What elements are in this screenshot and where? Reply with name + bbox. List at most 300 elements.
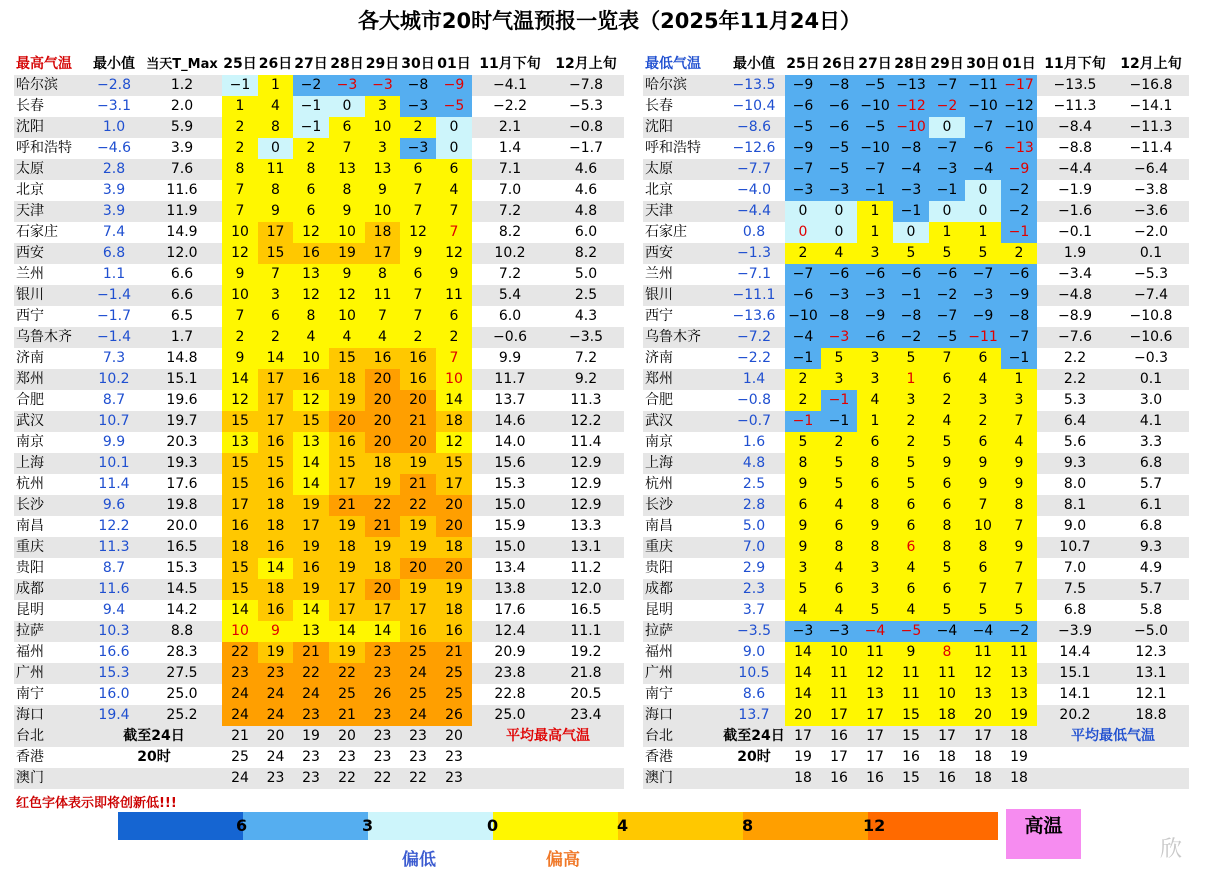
average-value: −1.9 xyxy=(1058,182,1092,198)
forecast-cell: −6 xyxy=(857,264,893,285)
forecast-cell: 6 xyxy=(965,348,1001,369)
table-row xyxy=(14,600,624,621)
city-name: 郑州 xyxy=(645,371,673,387)
forecast-cell: −3 xyxy=(965,285,1001,306)
average-value: 16.5 xyxy=(570,602,602,618)
city-name: 哈尔滨 xyxy=(16,77,58,93)
forecast-cell: 9 xyxy=(222,348,258,369)
average-value: 13.1 xyxy=(570,539,602,555)
forecast-cell: 0 xyxy=(929,117,965,138)
forecast-cell: 15 xyxy=(293,411,329,432)
forecast-cell: 4 xyxy=(365,327,400,348)
forecast-cell: 20 xyxy=(965,705,1001,726)
forecast-cell: −7 xyxy=(929,306,965,327)
forecast-cell: −1 xyxy=(785,348,821,369)
data-time-note xyxy=(723,768,785,789)
city-name: 台北 xyxy=(645,728,673,744)
forecast-cell: 6 xyxy=(436,306,472,327)
today-max: 16.5 xyxy=(166,539,198,555)
forecast-cell: −9 xyxy=(1001,285,1037,306)
table-row xyxy=(643,726,1189,747)
average-value: 15.0 xyxy=(494,539,526,555)
forecast-cell: 23 xyxy=(266,770,285,786)
forecast-cell: −6 xyxy=(821,264,857,285)
forecast-cell: 2 xyxy=(1001,243,1037,264)
forecast-cell: 7 xyxy=(400,180,436,201)
table-row xyxy=(14,285,624,306)
table-row xyxy=(14,390,624,411)
forecast-cell: 15 xyxy=(258,453,293,474)
average-value: 4.6 xyxy=(574,161,598,177)
forecast-cell: 13 xyxy=(293,621,329,642)
legend-tick: 3 xyxy=(362,816,374,835)
forecast-cell: −6 xyxy=(785,285,821,306)
average-value: −0.1 xyxy=(1058,224,1092,240)
forecast-cell: −3 xyxy=(400,138,436,159)
forecast-cell: 21 xyxy=(400,411,436,432)
average-value: −8.4 xyxy=(1058,119,1092,135)
forecast-cell: 19 xyxy=(794,749,812,765)
forecast-cell: 16 xyxy=(938,770,956,786)
forecast-cell: −1 xyxy=(293,117,329,138)
table-row xyxy=(14,474,624,495)
forecast-cell: −2 xyxy=(893,327,929,348)
legend-hot-orange xyxy=(868,812,998,840)
column-header: 27日 xyxy=(294,56,328,72)
column-header: 29日 xyxy=(930,56,964,72)
average-value: −4.1 xyxy=(493,77,527,93)
column-header: 11月下旬 xyxy=(1044,56,1106,72)
forecast-cell: 17 xyxy=(436,474,472,495)
average-value: 12.4 xyxy=(494,623,526,639)
min-value: 3.9 xyxy=(102,203,126,219)
today-max: 8.8 xyxy=(170,623,194,639)
column-header: 当天T_Max xyxy=(146,57,218,72)
forecast-cell: 12 xyxy=(293,390,329,411)
forecast-cell: 21 xyxy=(231,728,249,744)
legend-tick: 12 xyxy=(863,816,886,835)
average-label xyxy=(1037,768,1189,789)
forecast-cell: 11 xyxy=(436,285,472,306)
forecast-cell: 15 xyxy=(436,453,472,474)
legend-tick: 8 xyxy=(742,816,754,835)
forecast-cell: 24 xyxy=(258,684,293,705)
min-value: 10.1 xyxy=(98,455,130,471)
forecast-cell: 17 xyxy=(365,600,400,621)
table-header xyxy=(14,54,624,75)
average-value: 13.7 xyxy=(494,392,526,408)
average-value: 11.7 xyxy=(494,371,526,387)
forecast-cell: −2 xyxy=(293,75,329,96)
table-row xyxy=(14,306,624,327)
table-row xyxy=(643,180,1189,201)
city-name: 广州 xyxy=(16,665,44,681)
forecast-cell: 2 xyxy=(785,390,821,411)
average-value: −0.6 xyxy=(493,329,527,345)
forecast-cell: 18 xyxy=(365,222,400,243)
table-row xyxy=(643,768,1189,789)
forecast-cell: 15 xyxy=(222,558,258,579)
forecast-cell: 18 xyxy=(974,770,992,786)
forecast-cell: 18 xyxy=(436,537,472,558)
forecast-cell: 21 xyxy=(329,705,365,726)
forecast-cell: 17 xyxy=(329,600,365,621)
forecast-cell: 2 xyxy=(258,327,293,348)
city-name: 合肥 xyxy=(16,392,44,408)
forecast-cell: 0 xyxy=(929,201,965,222)
forecast-cell: 15 xyxy=(222,474,258,495)
forecast-cell: 24 xyxy=(222,705,258,726)
forecast-cell: 5 xyxy=(821,348,857,369)
forecast-cell: 0 xyxy=(893,222,929,243)
forecast-cell: 13 xyxy=(222,432,258,453)
forecast-cell: 17 xyxy=(258,390,293,411)
forecast-cell: 7 xyxy=(400,201,436,222)
forecast-cell: 1 xyxy=(258,75,293,96)
forecast-cell: −1 xyxy=(1001,348,1037,369)
forecast-cell: 17 xyxy=(365,243,400,264)
average-value: 0.1 xyxy=(1139,371,1163,387)
forecast-cell: 8 xyxy=(293,159,329,180)
city-name: 南昌 xyxy=(645,518,673,534)
forecast-cell: −1 xyxy=(929,180,965,201)
forecast-cell: 18 xyxy=(222,537,258,558)
min-value: 9.4 xyxy=(102,602,126,618)
forecast-cell: 2 xyxy=(222,117,258,138)
data-time-note: 截至24日 xyxy=(123,728,185,744)
forecast-cell: −6 xyxy=(821,117,857,138)
today-max: 6.5 xyxy=(170,308,194,324)
forecast-cell: 5 xyxy=(1001,600,1037,621)
forecast-cell: −7 xyxy=(785,264,821,285)
column-header: 01日 xyxy=(1002,56,1036,72)
min-value: 8.6 xyxy=(742,686,766,702)
forecast-cell: 20 xyxy=(266,728,285,744)
forecast-cell: 18 xyxy=(365,453,400,474)
average-value: 12.1 xyxy=(1135,686,1167,702)
forecast-cell: 18 xyxy=(329,369,365,390)
min-value: 10.3 xyxy=(98,623,130,639)
data-time-note xyxy=(86,768,222,789)
average-value: 17.6 xyxy=(494,602,526,618)
average-value: 19.2 xyxy=(570,644,602,660)
forecast-cell: −4 xyxy=(893,159,929,180)
table-row xyxy=(643,348,1189,369)
forecast-cell: 16 xyxy=(830,728,848,744)
average-value: −0.3 xyxy=(1134,350,1168,366)
forecast-cell: 0 xyxy=(785,201,821,222)
city-name: 贵阳 xyxy=(16,560,44,576)
city-name: 昆明 xyxy=(645,602,673,618)
forecast-cell: 9 xyxy=(258,201,293,222)
forecast-cell: 17 xyxy=(866,728,884,744)
city-name: 银川 xyxy=(16,287,44,303)
forecast-cell: 23 xyxy=(302,770,320,786)
table-row xyxy=(14,453,624,474)
table-row xyxy=(14,705,624,726)
forecast-cell: 2 xyxy=(785,369,821,390)
min-value: −1.3 xyxy=(737,245,771,261)
forecast-cell: 17 xyxy=(222,495,258,516)
min-value: 1.1 xyxy=(102,266,126,282)
table-row xyxy=(14,684,624,705)
city-name: 上海 xyxy=(645,455,673,471)
forecast-cell: 7 xyxy=(400,285,436,306)
average-value: −11.4 xyxy=(1129,140,1173,156)
forecast-cell: −9 xyxy=(1001,159,1037,180)
forecast-cell: 1 xyxy=(965,222,1001,243)
average-value: 1.4 xyxy=(498,140,522,156)
average-value: 15.9 xyxy=(494,518,526,534)
forecast-cell: 19 xyxy=(436,579,472,600)
forecast-cell: 20 xyxy=(329,411,365,432)
forecast-cell: 20 xyxy=(785,705,821,726)
city-name: 天津 xyxy=(16,203,44,219)
forecast-cell: 13 xyxy=(857,684,893,705)
forecast-cell: 19 xyxy=(329,390,365,411)
today-max: 11.6 xyxy=(166,182,198,198)
forecast-cell: −5 xyxy=(785,117,821,138)
table-row xyxy=(14,96,624,117)
forecast-cell: 10 xyxy=(222,621,258,642)
city-name: 哈尔滨 xyxy=(645,77,687,93)
forecast-cell: 16 xyxy=(222,516,258,537)
forecast-cell: −1 xyxy=(893,201,929,222)
today-max: 1.7 xyxy=(170,329,194,345)
forecast-cell: 23 xyxy=(409,749,427,765)
average-value: 7.2 xyxy=(574,350,598,366)
forecast-cell: 21 xyxy=(365,516,400,537)
forecast-cell: 5 xyxy=(893,348,929,369)
average-value: 2.1 xyxy=(498,119,522,135)
forecast-cell: 0 xyxy=(258,138,293,159)
min-value: 8.7 xyxy=(102,392,126,408)
forecast-cell: 23 xyxy=(258,663,293,684)
min-value: 8.7 xyxy=(102,560,126,576)
min-value: 6.8 xyxy=(102,245,126,261)
forecast-cell: 4 xyxy=(821,600,857,621)
forecast-cell: 12 xyxy=(293,222,329,243)
forecast-cell: 19 xyxy=(293,537,329,558)
table-row xyxy=(643,600,1189,621)
column-header: 29日 xyxy=(365,56,400,72)
min-value: −13.6 xyxy=(732,308,776,324)
forecast-cell: 15 xyxy=(893,705,929,726)
forecast-cell: 0 xyxy=(965,201,1001,222)
table-row xyxy=(14,768,624,789)
forecast-cell: 22 xyxy=(400,495,436,516)
forecast-cell: 16 xyxy=(902,749,920,765)
average-value: −6.4 xyxy=(1134,161,1168,177)
forecast-cell: 18 xyxy=(258,495,293,516)
today-max: 15.3 xyxy=(166,560,198,576)
table-row xyxy=(14,264,624,285)
average-value: 5.8 xyxy=(1139,602,1163,618)
forecast-cell: −9 xyxy=(785,75,821,96)
city-name: 北京 xyxy=(645,182,673,198)
today-max: 5.9 xyxy=(170,119,194,135)
forecast-cell: −5 xyxy=(929,327,965,348)
average-value: 15.0 xyxy=(494,497,526,513)
forecast-cell: 22 xyxy=(365,495,400,516)
min-value: −12.6 xyxy=(732,140,776,156)
city-name: 合肥 xyxy=(645,392,673,408)
column-header: 最高气温 xyxy=(16,56,72,72)
forecast-cell: 19 xyxy=(1010,749,1028,765)
min-value: 0.8 xyxy=(742,224,766,240)
forecast-cell: 14 xyxy=(222,369,258,390)
min-value: 9.6 xyxy=(102,497,126,513)
average-value: 5.0 xyxy=(574,266,598,282)
forecast-cell: 14 xyxy=(293,600,329,621)
forecast-cell: −3 xyxy=(329,75,365,96)
forecast-cell: 22 xyxy=(293,663,329,684)
forecast-cell: 19 xyxy=(329,243,365,264)
forecast-cell: 15 xyxy=(902,770,920,786)
today-max: 6.6 xyxy=(170,287,194,303)
average-value: 6.4 xyxy=(1063,413,1087,429)
city-name: 香港 xyxy=(645,749,673,765)
forecast-cell: 12 xyxy=(400,222,436,243)
legend-tick: 0 xyxy=(487,816,499,835)
city-name: 福州 xyxy=(645,644,673,660)
forecast-cell: 10 xyxy=(365,117,400,138)
forecast-cell: 12 xyxy=(436,243,472,264)
forecast-cell: 10 xyxy=(929,684,965,705)
average-value: 9.0 xyxy=(1063,518,1087,534)
forecast-cell: 10 xyxy=(329,222,365,243)
forecast-cell: 25 xyxy=(436,663,472,684)
city-name: 济南 xyxy=(16,350,44,366)
average-value: −16.8 xyxy=(1129,77,1173,93)
forecast-cell: −7 xyxy=(929,138,965,159)
average-value: 10.2 xyxy=(494,245,526,261)
forecast-cell: 1 xyxy=(857,222,893,243)
forecast-cell: 4 xyxy=(965,369,1001,390)
forecast-cell: 5 xyxy=(965,243,1001,264)
city-name: 石家庄 xyxy=(16,224,58,240)
forecast-cell: −7 xyxy=(965,264,1001,285)
forecast-cell: 2 xyxy=(400,327,436,348)
average-value: 20.5 xyxy=(570,686,602,702)
forecast-cell: −7 xyxy=(857,159,893,180)
forecast-cell: 5 xyxy=(965,600,1001,621)
forecast-cell: 24 xyxy=(231,770,249,786)
average-value: 7.2 xyxy=(498,203,522,219)
city-name: 武汉 xyxy=(645,413,673,429)
min-value: 2.8 xyxy=(742,497,766,513)
forecast-cell: 6 xyxy=(436,159,472,180)
forecast-cell: 18 xyxy=(258,516,293,537)
forecast-cell: 22 xyxy=(329,663,365,684)
forecast-cell: −2 xyxy=(1001,180,1037,201)
forecast-cell: −4 xyxy=(785,327,821,348)
city-name: 拉萨 xyxy=(645,623,673,639)
legend-deep-blue xyxy=(118,812,243,840)
table-row xyxy=(643,369,1189,390)
average-value: −3.8 xyxy=(1134,182,1168,198)
forecast-cell: −1 xyxy=(893,285,929,306)
page-title: 各大城市20时气温预报一览表（2025年11月24日） xyxy=(357,9,862,33)
table-row xyxy=(643,138,1189,159)
table-row xyxy=(14,516,624,537)
forecast-cell: 13 xyxy=(365,159,400,180)
forecast-cell: 2 xyxy=(965,411,1001,432)
min-value: 10.7 xyxy=(98,413,130,429)
city-name: 杭州 xyxy=(645,476,673,492)
forecast-cell: 6 xyxy=(857,432,893,453)
min-value: 1.4 xyxy=(742,371,766,387)
forecast-cell: 24 xyxy=(400,663,436,684)
forecast-cell: 18 xyxy=(258,579,293,600)
forecast-cell: 16 xyxy=(400,369,436,390)
min-value: 12.2 xyxy=(98,518,130,534)
table-row xyxy=(14,663,624,684)
average-value: 6.0 xyxy=(574,224,598,240)
forecast-cell: 23 xyxy=(222,663,258,684)
forecast-cell: 20 xyxy=(365,390,400,411)
average-value: −4.4 xyxy=(1058,161,1092,177)
min-value: 19.4 xyxy=(98,707,130,723)
forecast-cell: 25 xyxy=(329,684,365,705)
min-value: −0.8 xyxy=(737,392,771,408)
city-name: 成都 xyxy=(645,581,673,597)
min-value: −1.4 xyxy=(97,329,131,345)
forecast-cell: −8 xyxy=(893,138,929,159)
min-value: 16.6 xyxy=(98,644,130,660)
forecast-cell: 14 xyxy=(436,390,472,411)
forecast-cell: 3 xyxy=(1001,390,1037,411)
forecast-cell: 8 xyxy=(258,117,293,138)
average-value: 6.0 xyxy=(498,308,522,324)
forecast-cell: 5 xyxy=(893,243,929,264)
column-header: 30日 xyxy=(401,56,435,72)
average-label xyxy=(1037,747,1189,768)
city-name: 长春 xyxy=(645,98,673,114)
forecast-cell: 6 xyxy=(293,201,329,222)
city-name: 西安 xyxy=(16,245,44,261)
forecast-cell: 5 xyxy=(785,432,821,453)
average-value: 11.1 xyxy=(570,623,602,639)
forecast-cell: 16 xyxy=(258,474,293,495)
average-value: 4.1 xyxy=(1139,413,1163,429)
min-value: 2.5 xyxy=(742,476,766,492)
average-value: −10.8 xyxy=(1129,308,1173,324)
forecast-cell: 1 xyxy=(929,222,965,243)
forecast-cell: 6 xyxy=(893,516,929,537)
average-value: −0.8 xyxy=(569,119,603,135)
forecast-cell: −6 xyxy=(785,96,821,117)
city-name: 银川 xyxy=(645,287,673,303)
average-value: −3.4 xyxy=(1058,266,1092,282)
forecast-cell: 5 xyxy=(929,558,965,579)
forecast-cell: 16 xyxy=(365,348,400,369)
city-name: 上海 xyxy=(16,455,44,471)
average-value: 14.1 xyxy=(1059,686,1091,702)
min-value: 2.8 xyxy=(102,161,126,177)
min-value: −2.2 xyxy=(737,350,771,366)
forecast-cell: −13 xyxy=(893,75,929,96)
city-name: 太原 xyxy=(645,161,673,177)
forecast-cell: −12 xyxy=(893,96,929,117)
legend-low-label: 偏低 xyxy=(402,850,436,870)
average-value: −1.7 xyxy=(569,140,603,156)
forecast-cell: −6 xyxy=(821,96,857,117)
average-value: −3.9 xyxy=(1058,623,1092,639)
forecast-cell: 6 xyxy=(929,369,965,390)
forecast-cell: 4 xyxy=(436,180,472,201)
forecast-cell: 17 xyxy=(830,749,848,765)
